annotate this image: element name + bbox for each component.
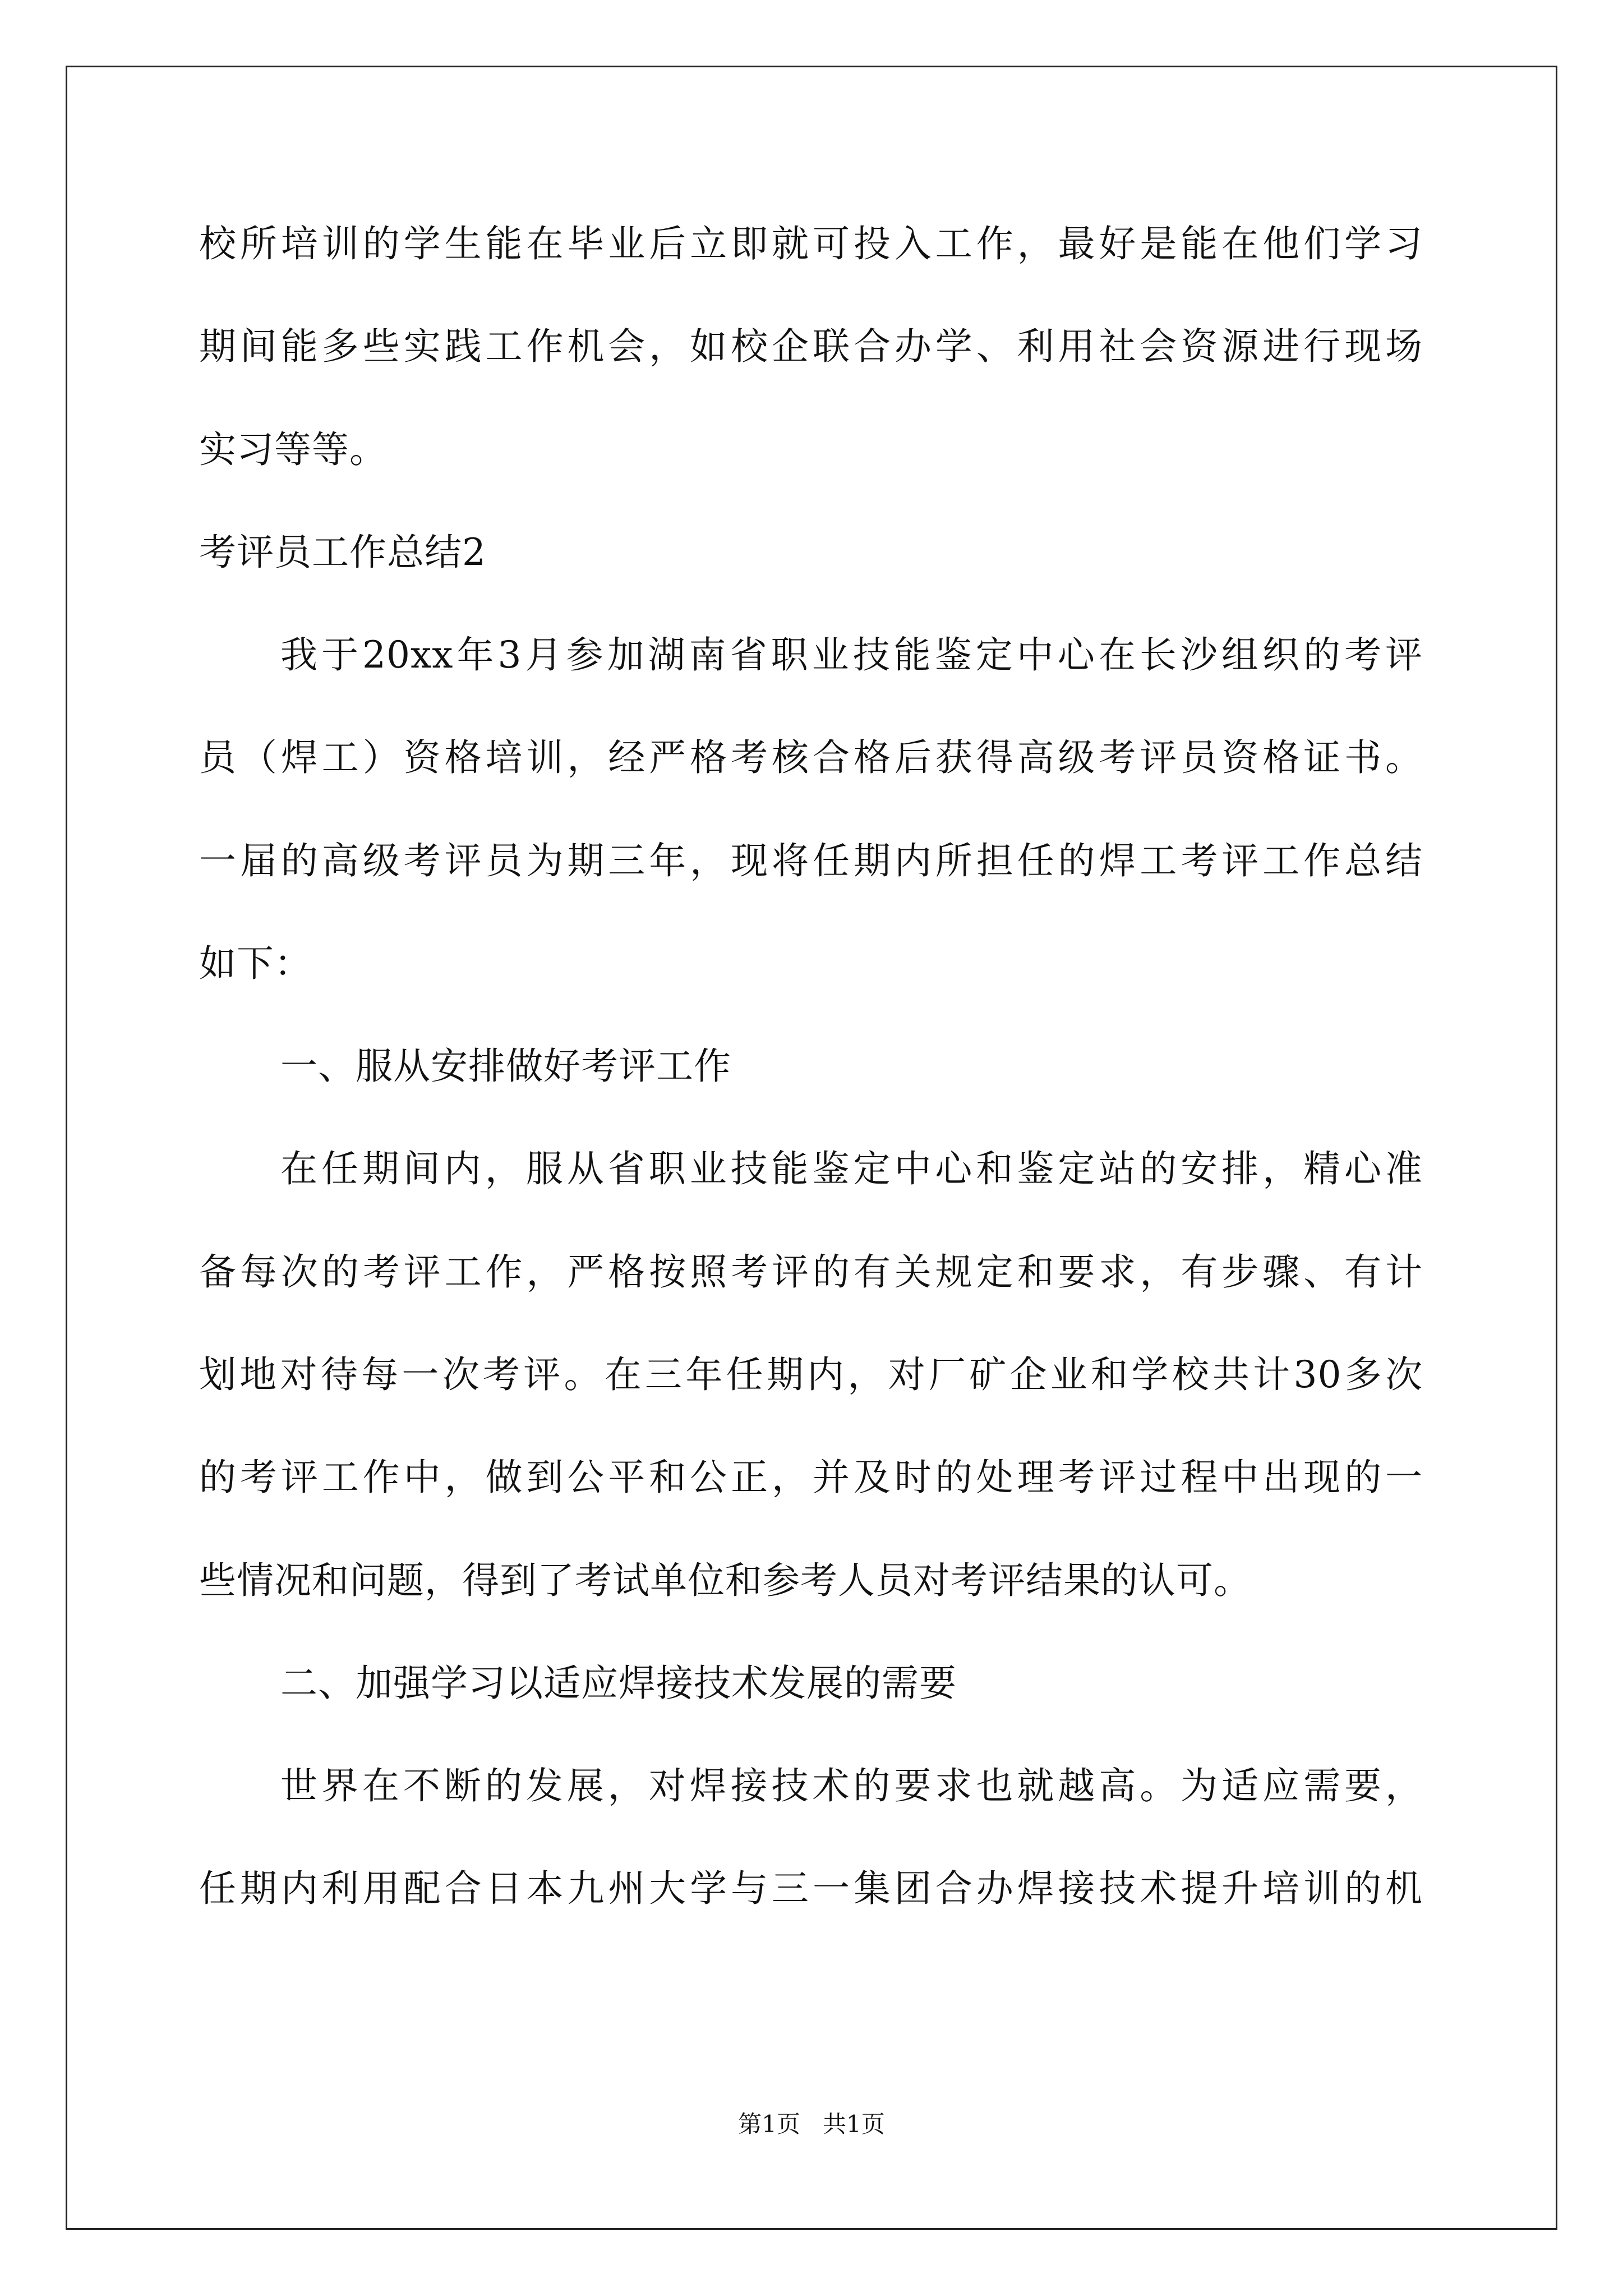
body-line: 期间能多些实践工作机会，如校企联合办学、利用社会资源进行现场 — [199, 325, 1423, 368]
body-line: 的考评工作中，做到公平和公正，并及时的处理考评过程中出现的一 — [199, 1456, 1423, 1499]
subheading: 一、服从安排做好考评工作 — [280, 1045, 731, 1088]
body-line: 如下： — [199, 942, 312, 985]
body-line: 划地对待每一次考评。在三年任期内，对厂矿企业和学校共计30多次 — [199, 1353, 1423, 1396]
body-line: 一届的高级考评员为期三年，现将任期内所担任的焊工考评工作总结 — [199, 839, 1423, 882]
body-line: 在任期间内，服从省职业技能鉴定中心和鉴定站的安排，精心准 — [280, 1147, 1423, 1190]
body-line: 任期内利用配合日本九州大学与三一集团合办焊接技术提升培训的机 — [199, 1867, 1423, 1910]
section-title: 考评员工作总结2 — [199, 531, 486, 574]
body-line: 员（焊工）资格培训，经严格考核合格后获得高级考评员资格证书。 — [199, 736, 1423, 779]
body-line: 校所培训的学生能在毕业后立即就可投入工作，最好是能在他们学习 — [199, 222, 1423, 265]
page-footer: 第1页 共1页 — [738, 2110, 885, 2138]
body-line: 实习等等。 — [199, 428, 387, 471]
body-line: 备每次的考评工作，严格按照考评的有关规定和要求，有步骤、有计 — [199, 1250, 1423, 1294]
body-line: 我于20xx年3月参加湖南省职业技能鉴定中心在长沙组织的考评 — [280, 633, 1423, 677]
body-line: 世界在不断的发展，对焊接技术的要求也就越高。为适应需要， — [280, 1764, 1423, 1807]
subheading: 二、加强学习以适应焊接技术发展的需要 — [280, 1662, 957, 1705]
body-line: 些情况和问题，得到了考试单位和参考人员对考评结果的认可。 — [199, 1559, 1251, 1602]
